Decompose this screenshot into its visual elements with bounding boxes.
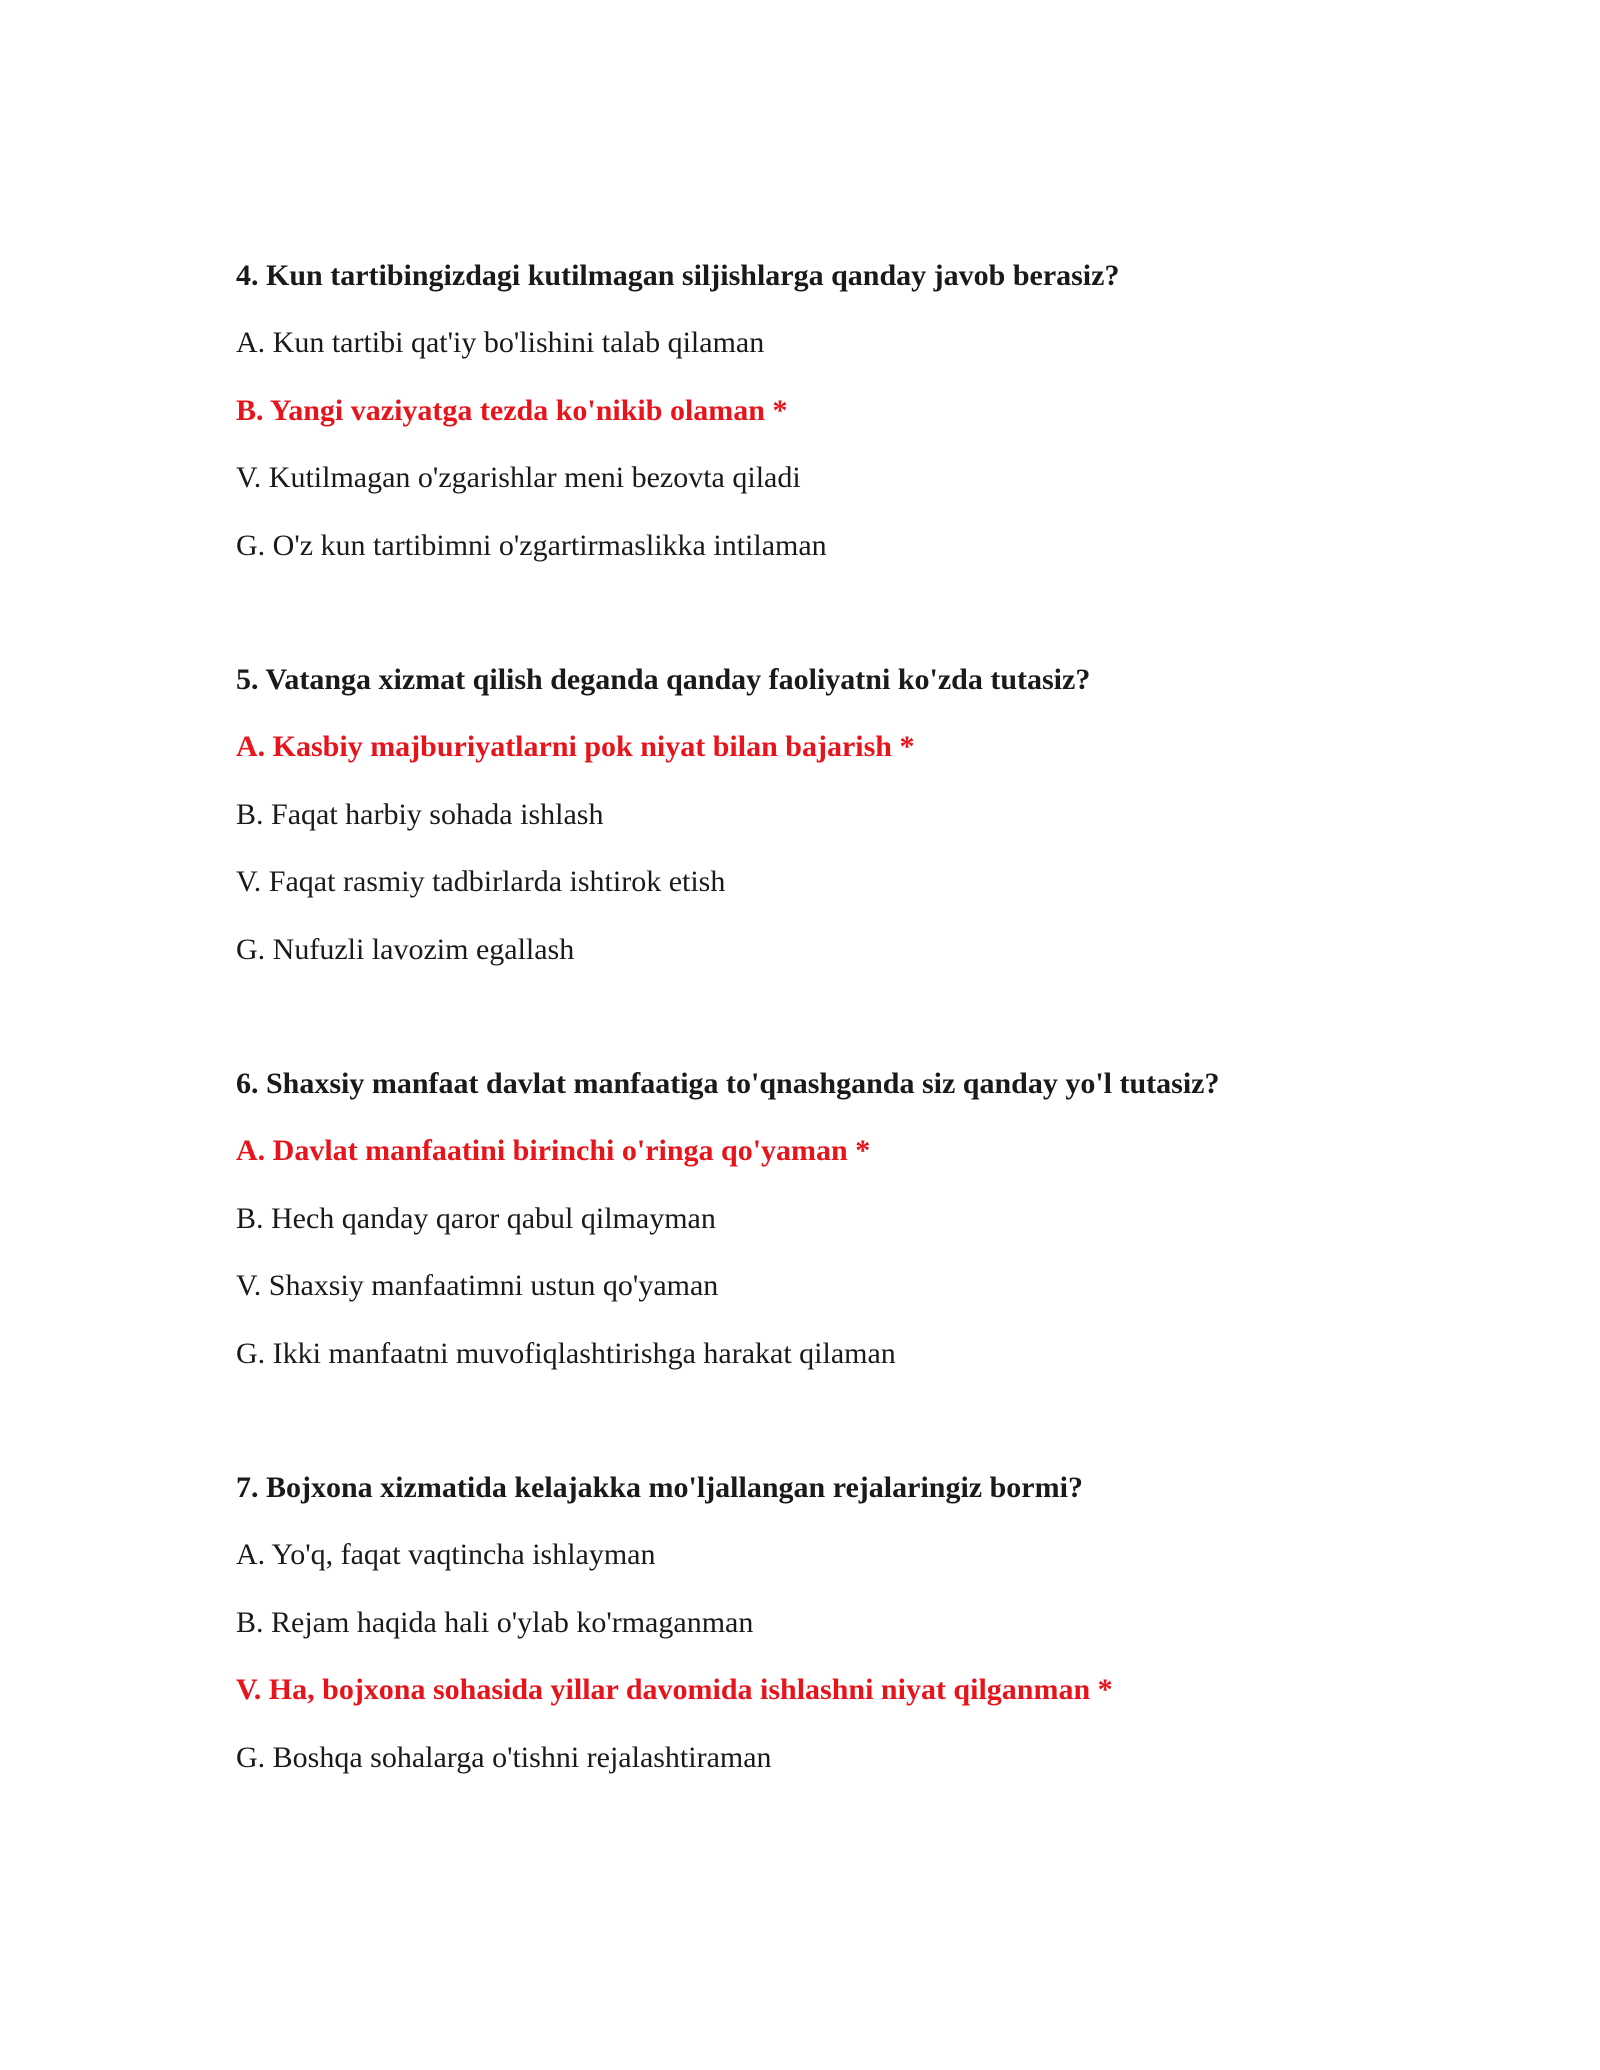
answer-option-correct: B. Yangi vaziyatga tezda ko'nikib olaman * bbox=[236, 393, 788, 427]
answer-option-correct: A. Davlat manfaatini birinchi o'ringa qo'yaman * bbox=[236, 1134, 871, 1167]
answer-option: V. Kutilmagan o'zgarishlar meni bezovta qiladi bbox=[236, 461, 801, 494]
question-block bbox=[236, 256, 1436, 593]
question-title: 4. Kun tartibingizdagi kutilmagan siljishlarga qanday javob berasiz? bbox=[236, 259, 1120, 292]
answer-option: G. Boshqa sohalarga o'tishni rejalashtiraman bbox=[236, 1740, 772, 1774]
question-block bbox=[236, 1468, 1436, 1805]
answer-option: G. Ikki manfaatni muvofiqlashtirishga harakat qilaman bbox=[236, 1336, 896, 1370]
answer-option-correct: A. Kasbiy majburiyatlarni pok niyat bilan bajarish * bbox=[236, 730, 915, 763]
answer-option: B. Hech qanday qaror qabul qilmayman bbox=[236, 1201, 716, 1235]
answer-option: G. O'z kun tartibimni o'zgartirmaslikka intilaman bbox=[236, 528, 827, 562]
answer-option: B. Rejam haqida hali o'ylab ko'rmaganman bbox=[236, 1605, 754, 1639]
answer-option: G. Nufuzli lavozim egallash bbox=[236, 932, 575, 966]
answer-option: V. Shaxsiy manfaatimni ustun qo'yaman bbox=[236, 1269, 719, 1302]
answer-option-correct: V. Ha, bojxona sohasida yillar davomida ishlashni niyat qilganman * bbox=[236, 1673, 1113, 1706]
answer-option: A. Yo'q, faqat vaqtincha ishlayman bbox=[236, 1538, 656, 1571]
question-block bbox=[236, 660, 1436, 997]
answer-option: A. Kun tartibi qat'iy bo'lishini talab qilaman bbox=[236, 326, 765, 359]
question-title: 7. Bojxona xizmatida kelajakka mo'ljallangan rejalaringiz bormi? bbox=[236, 1471, 1083, 1504]
question-block bbox=[236, 1064, 1436, 1401]
answer-option: B. Faqat harbiy sohada ishlash bbox=[236, 797, 604, 831]
question-title: 6. Shaxsiy manfaat davlat manfaatiga to'qnashganda siz qanday yo'l tutasiz? bbox=[236, 1067, 1220, 1100]
question-title: 5. Vatanga xizmat qilish deganda qanday faoliyatni ko'zda tutasiz? bbox=[236, 663, 1091, 696]
answer-option: V. Faqat rasmiy tadbirlarda ishtirok etish bbox=[236, 865, 726, 898]
